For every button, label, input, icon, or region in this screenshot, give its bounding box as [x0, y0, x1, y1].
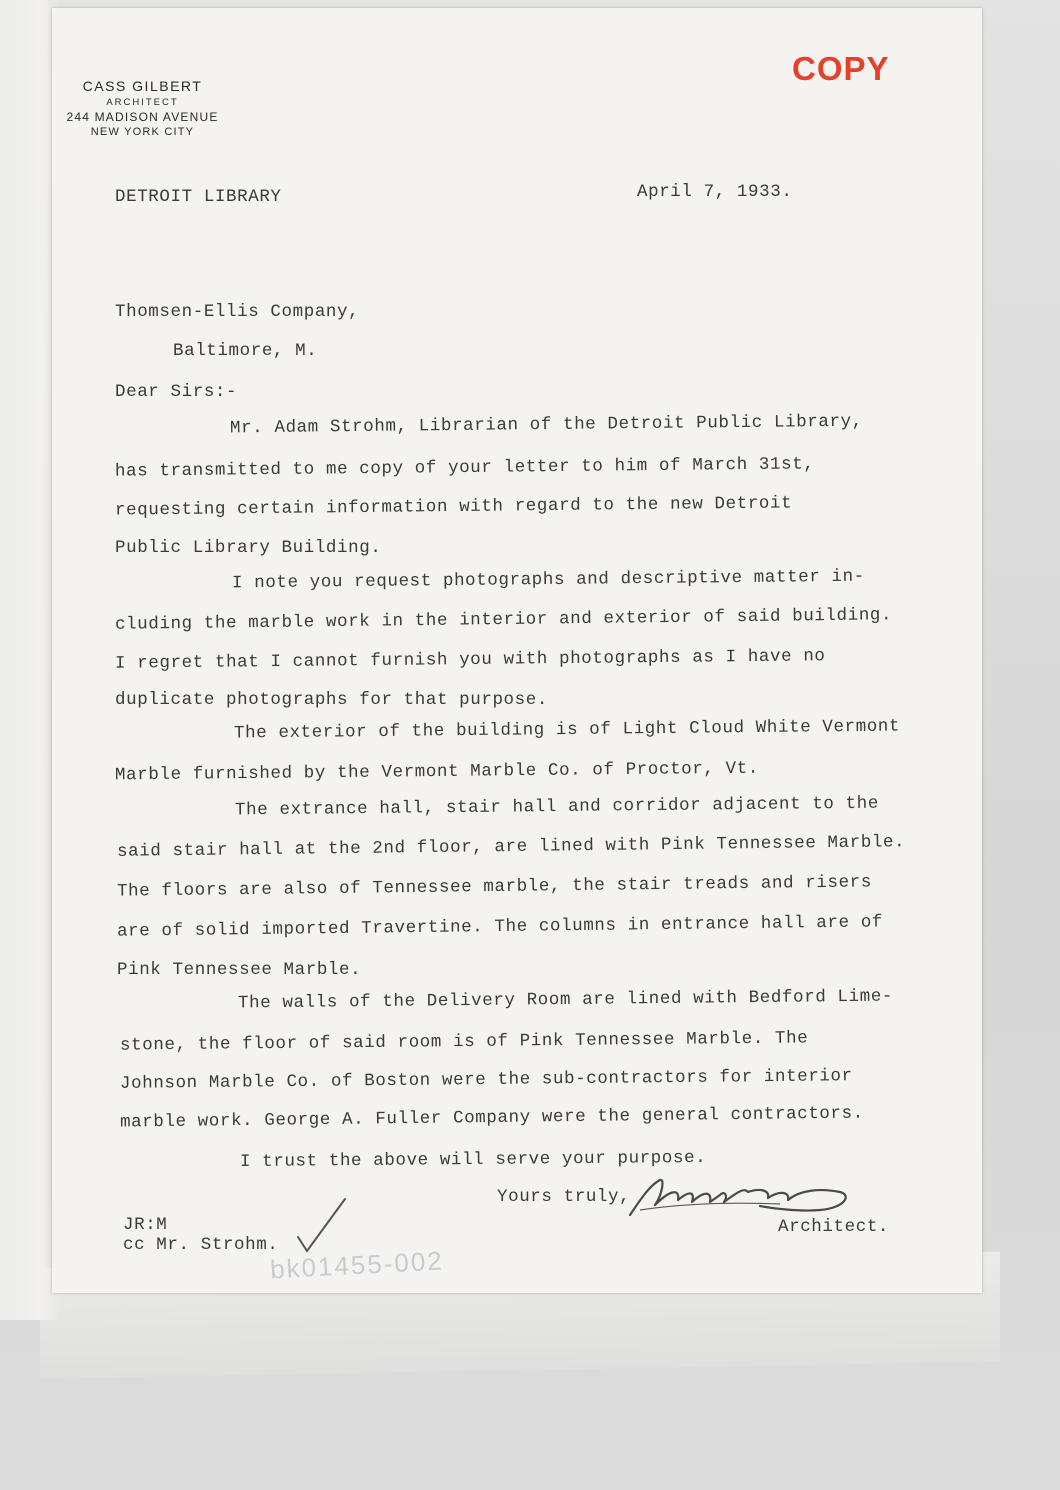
checkmark: [293, 1195, 353, 1255]
recipient-city: Baltimore, M.: [173, 341, 318, 361]
body-line: requesting certain information with regard to the new Detroit: [114, 493, 793, 521]
letterhead-name: CASS GILBERT: [82, 78, 203, 94]
body-line: duplicate photographs for that purpose.: [115, 690, 548, 710]
body-line: Johnson Marble Co. of Boston were the sub-contractors for interior: [119, 1066, 853, 1094]
body-line: cluding the marble work in the interior and exterior of said building.: [114, 605, 893, 635]
body-line: I trust the above will serve your purpose.: [239, 1147, 707, 1173]
body-line: The exterior of the building is of Light Cloud White Vermont: [233, 716, 901, 744]
body-line: stone, the floor of said room is of Pink Tennessee Marble. The: [119, 1028, 809, 1056]
body-line: I regret that I cannot furnish you with photographs as I have no: [114, 646, 826, 674]
archive-mark: bk01455-002: [269, 1245, 445, 1285]
body-line: The extrance hall, stair hall and corridor adjacent to the: [234, 793, 879, 821]
body-line: I note you request photographs and descriptive matter in-: [231, 566, 865, 594]
letterhead-address: 244 MADISON AVENUE: [66, 110, 219, 124]
carbon-copy-note: cc Mr. Strohm.: [123, 1235, 279, 1255]
copy-stamp: COPY: [792, 50, 890, 87]
body-line: marble work. George A. Fuller Company were the general contractors.: [119, 1103, 864, 1133]
body-line: Marble furnished by the Vermont Marble Co. of Proctor, Vt.: [114, 758, 759, 786]
recipient-company: Thomsen-Ellis Company,: [115, 302, 360, 322]
body-line: Public Library Building.: [115, 538, 382, 558]
letterhead: [50, 78, 235, 138]
letter-date: April 7, 1933.: [637, 182, 793, 202]
letterhead-city: NEW YORK CITY: [90, 126, 195, 138]
body-line: The walls of the Delivery Room are lined with Bedford Lime-: [237, 986, 894, 1014]
body-line: said stair hall at the 2nd floor, are lined with Pink Tennessee Marble.: [116, 832, 906, 862]
typist-initials: JR:M: [123, 1215, 168, 1235]
salutation: Dear Sirs:-: [115, 382, 238, 402]
signature-title: Architect.: [778, 1217, 890, 1237]
body-line: Pink Tennessee Marble.: [117, 960, 362, 980]
body-line: The floors are also of Tennessee marble, the stair treads and risers: [116, 872, 873, 902]
letterhead-role: ARCHITECT: [106, 97, 179, 108]
closing: Yours truly,: [497, 1187, 631, 1207]
body-line: are of solid imported Travertine. The columns in entrance hall are of: [116, 912, 884, 942]
body-line: Mr. Adam Strohm, Librarian of the Detroit Public Library,: [229, 411, 863, 439]
paper-fold: [0, 0, 60, 1320]
body-line: has transmitted to me copy of your letter to him of March 31st,: [114, 454, 815, 482]
subject-line: DETROIT LIBRARY: [115, 187, 282, 207]
